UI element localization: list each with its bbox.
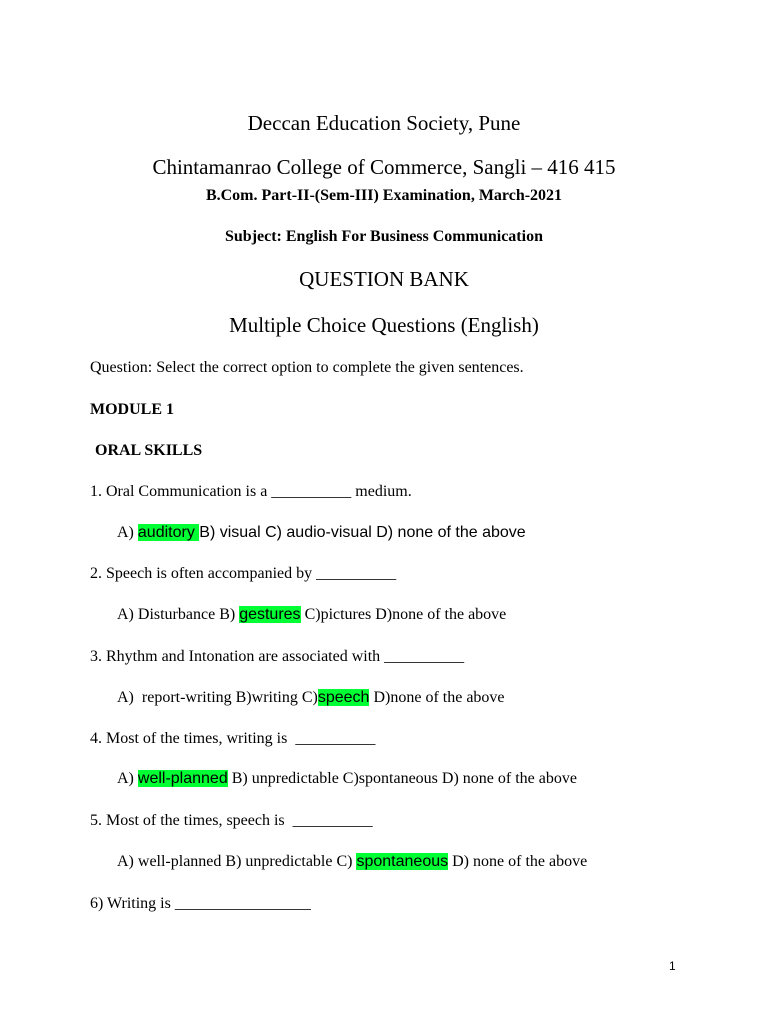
answer-options — [117, 525, 526, 541]
subject-title: Subject: English For Business Communication — [225, 228, 543, 245]
option-text: B) visual C) audio-visual D) none of the above — [199, 524, 526, 541]
section-heading: ORAL SKILLS — [95, 442, 203, 459]
option-text: A) report-writing B)writing C) — [117, 689, 318, 706]
instruction-text: Question: Select the correct option to complete the given sentences. — [90, 359, 524, 376]
highlighted-answer: well-planned — [137, 770, 228, 787]
answer-options — [117, 690, 505, 706]
question-text: 6) Writing is _________________ — [90, 895, 311, 912]
answer-options — [117, 607, 506, 623]
highlighted-answer: speech — [317, 689, 370, 706]
highlighted-answer: auditory — [137, 524, 200, 541]
question-text: 1. Oral Communication is a __________ medium. — [90, 483, 412, 500]
answer-options — [117, 771, 577, 787]
option-text: C)pictures D)none of the above — [300, 606, 507, 623]
society-name: Deccan Education Society, Pune — [247, 111, 521, 135]
option-text: A) well-planned B) unpredictable C) — [117, 853, 357, 870]
question-text: 2. Speech is often accompanied by __________ — [90, 565, 397, 582]
question-bank-title: QUESTION BANK — [299, 267, 469, 291]
option-text: A) — [117, 524, 138, 541]
answer-options — [117, 854, 587, 870]
highlighted-answer: spontaneous — [356, 853, 449, 870]
option-text: D) none of the above — [448, 853, 588, 870]
question-text: 3. Rhythm and Intonation are associated with __________ — [90, 648, 465, 665]
question-text: 5. Most of the times, speech is __________ — [90, 812, 373, 829]
option-text: A) Disturbance B) — [117, 606, 240, 623]
option-text: A) — [117, 770, 138, 787]
exam-title: B.Com. Part-II-(Sem-III) Examination, March-2021 — [205, 187, 563, 204]
option-text: D)none of the above — [369, 689, 505, 706]
module-heading: MODULE 1 — [90, 401, 174, 418]
option-text: B) unpredictable C)spontaneous D) none of the above — [227, 770, 577, 787]
mcq-title: Multiple Choice Questions (English) — [229, 313, 539, 337]
page-number: 1 — [669, 959, 676, 973]
question-text: 4. Most of the times, writing is __________ — [90, 730, 376, 747]
highlighted-answer: gestures — [239, 606, 301, 623]
college-name: Chintamanrao College of Commerce, Sangli – 416 415 — [152, 155, 616, 179]
